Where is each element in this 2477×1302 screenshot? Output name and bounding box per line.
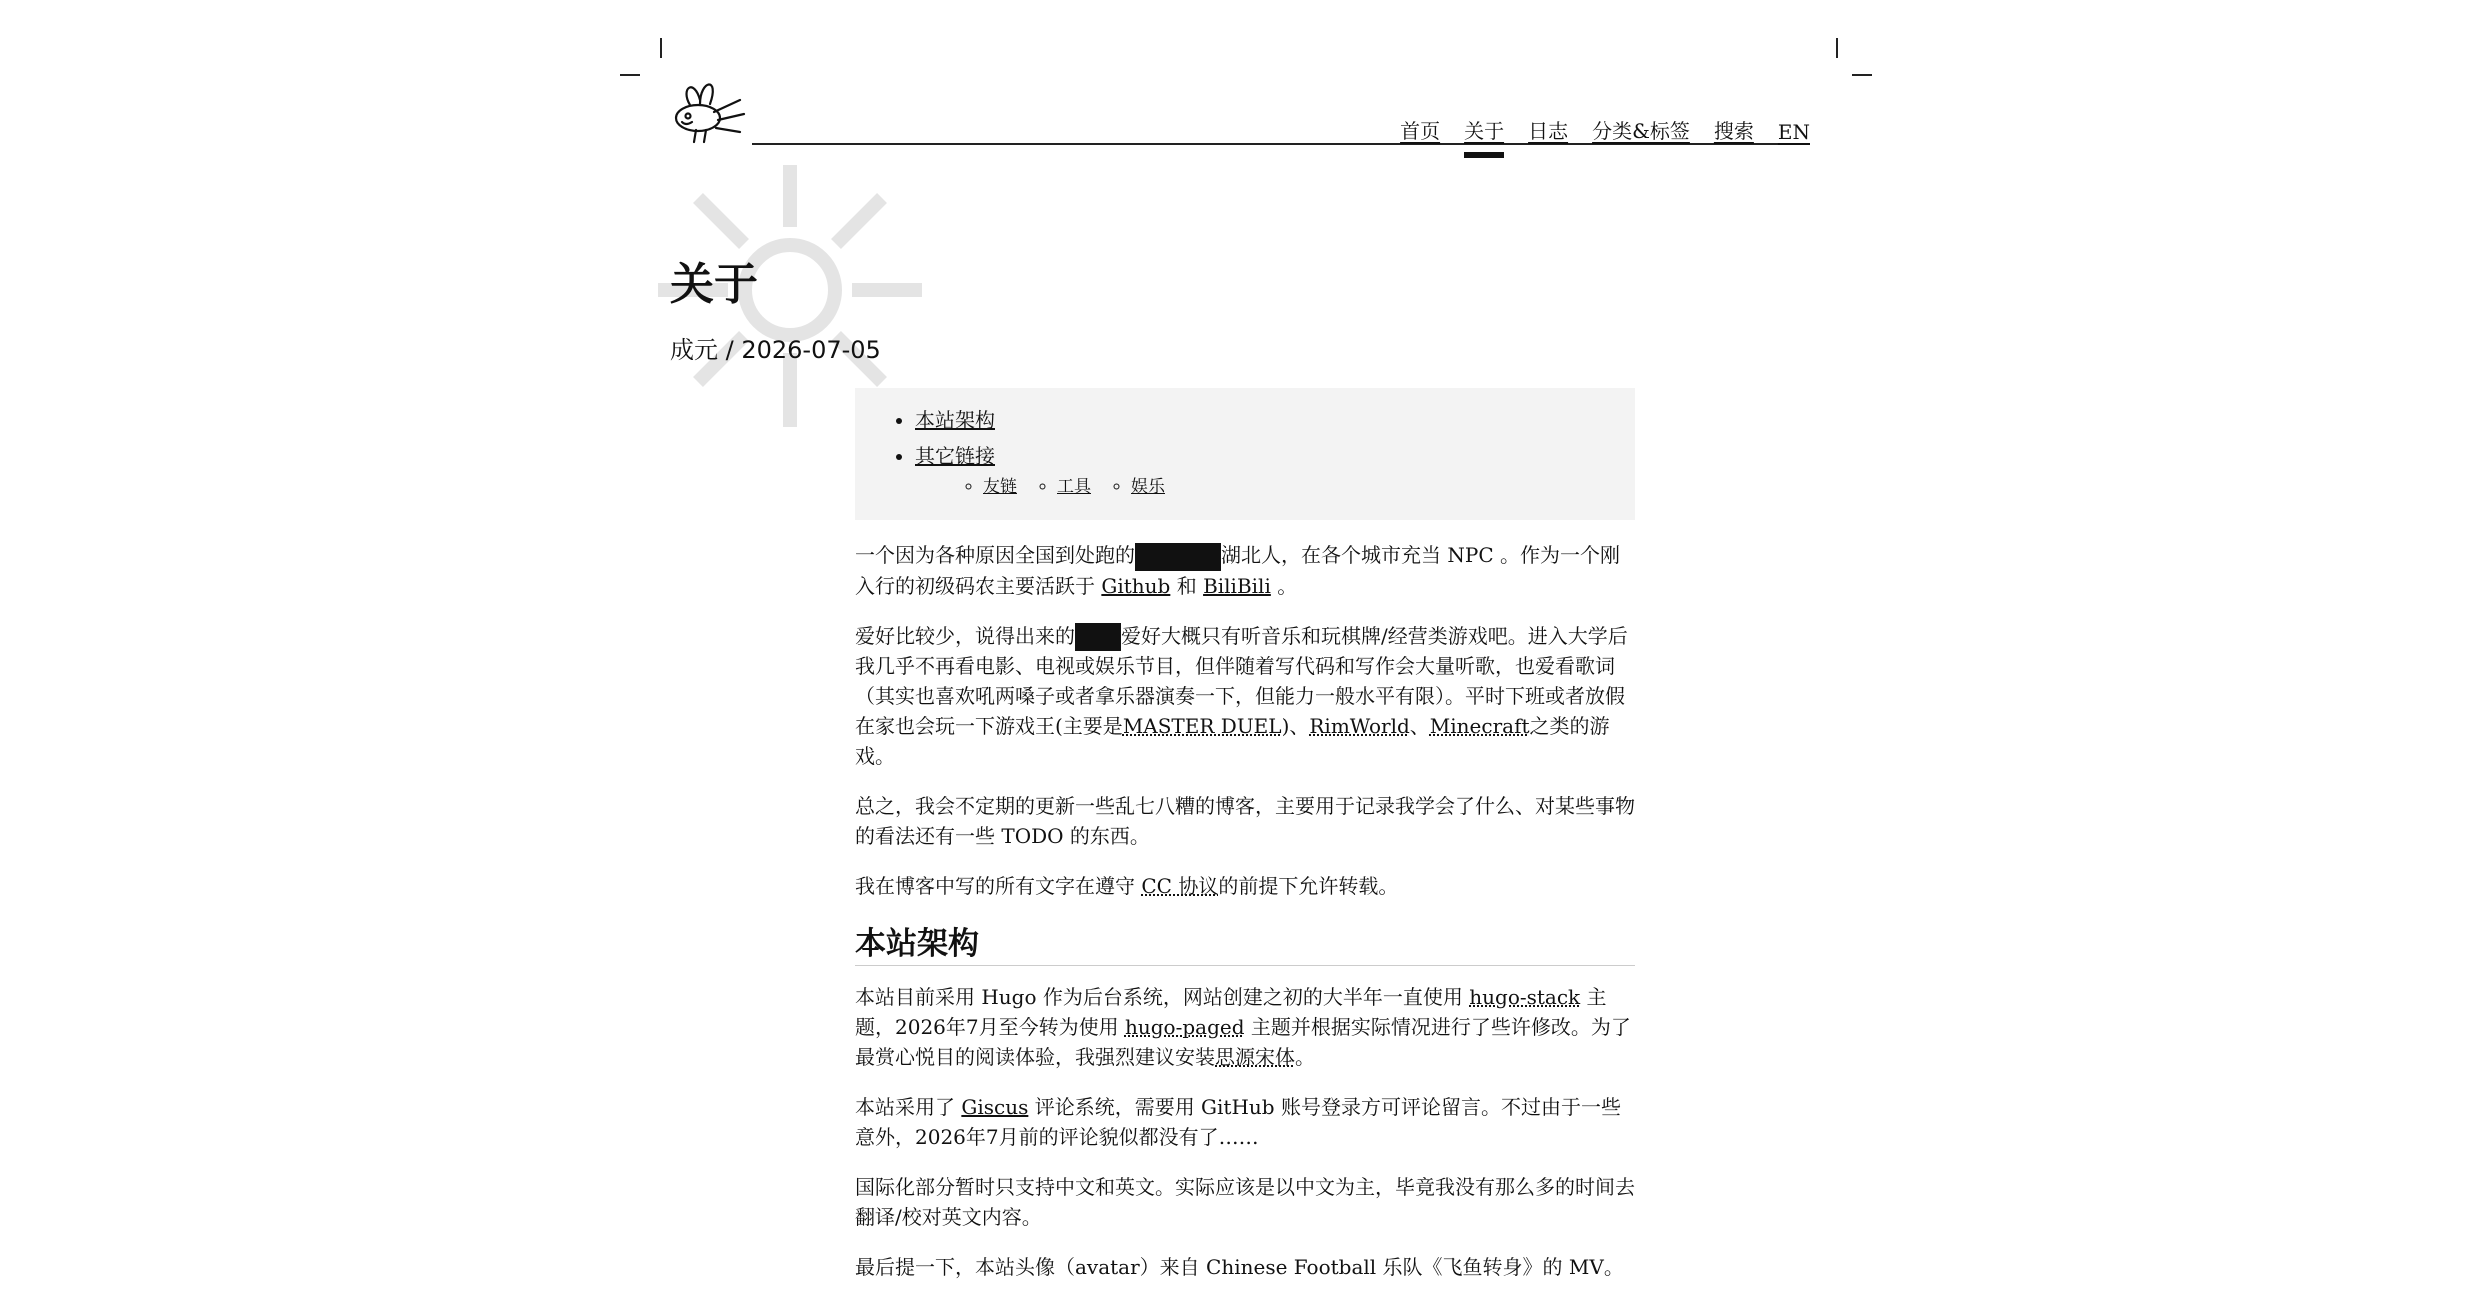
i18n-paragraph: 国际化部分暂时只支持中文和英文。实际应该是以中文为主，毕竟我没有那么多的时间去翻译/校对英文内容。 bbox=[855, 1175, 1635, 1229]
rimworld-link[interactable]: RimWorld bbox=[1309, 714, 1410, 738]
text: 和 bbox=[1170, 573, 1204, 598]
text: 我在博客中写的所有文字在遵守 bbox=[855, 874, 1142, 898]
toc-link-architecture[interactable]: 本站架构 bbox=[915, 408, 995, 432]
text: 主题并根据实际情况进行了些许修改。为了最赏心悦目的阅读体验，我强烈建议安装 bbox=[855, 1015, 1631, 1069]
bilibili-link[interactable]: BiliBili bbox=[1203, 573, 1271, 598]
nav-categories-tags[interactable]: 分类&标签 bbox=[1592, 119, 1690, 143]
github-link[interactable]: Github bbox=[1101, 573, 1171, 598]
comments-paragraph bbox=[855, 1092, 1635, 1152]
nav-about[interactable]: 关于 bbox=[1464, 115, 1504, 148]
text: 一个因为各种原因全国到处跑的 bbox=[855, 543, 1135, 567]
nav-language-en[interactable]: EN bbox=[1777, 120, 1810, 144]
intro-paragraph bbox=[855, 540, 1635, 601]
minecraft-link[interactable]: Minecraft bbox=[1429, 714, 1530, 738]
toc-item bbox=[915, 402, 1615, 438]
text: 、 bbox=[1409, 714, 1430, 738]
article-content bbox=[855, 388, 1635, 1302]
toc-link-entertainment[interactable]: 娱乐 bbox=[1131, 477, 1165, 497]
text: 评论系统，需要用 GitHub 账号登录方可评论留言。不过由于一些意外，2026年7月前的评论貌似都没有了…… bbox=[855, 1095, 1621, 1149]
toc-link-friends[interactable]: 友链 bbox=[983, 477, 1017, 497]
toc-subitem bbox=[983, 472, 1017, 502]
text: 本站目前采用 Hugo 作为后台系统，网站创建之初的大半年一直使用 bbox=[855, 985, 1470, 1009]
toc-link-other-links[interactable]: 其它链接 bbox=[915, 444, 995, 468]
text: 湖北人，在各个城市充当 NPC 。作为一个刚入行的初级码农主要活跃于 bbox=[855, 543, 1620, 598]
crop-mark bbox=[660, 38, 662, 58]
toc-subitem bbox=[1057, 472, 1091, 502]
text: )、 bbox=[1281, 714, 1310, 738]
text: 主题，2026年7月至今转为使用 bbox=[855, 985, 1607, 1039]
text: 。 bbox=[1270, 573, 1298, 598]
crop-mark bbox=[620, 74, 640, 76]
text: 本站采用了 bbox=[855, 1095, 962, 1119]
avatar-paragraph: 最后提一下，本站头像（avatar）来自 Chinese Football 乐队《飞鱼转身》的 MV。 bbox=[855, 1255, 1624, 1279]
section-heading-architecture: 本站架构 bbox=[855, 929, 1635, 966]
table-of-contents bbox=[855, 388, 1635, 520]
nav-posts[interactable]: 日志 bbox=[1528, 119, 1569, 143]
hugo-paged-link[interactable]: hugo-paged bbox=[1124, 1015, 1245, 1039]
toc-item bbox=[915, 438, 1615, 502]
main-nav bbox=[1400, 115, 1810, 148]
hugo-stack-link[interactable]: hugo-stack bbox=[1469, 985, 1581, 1009]
redacted-block bbox=[1075, 623, 1121, 651]
text: 爱好大概只有听音乐和玩棋牌/经营类游戏吧。进入大学后我几乎不再看电影、电视或娱乐节目，但伴随着写代码和写作会大量听歌，也爱看歌词（其实也喜欢吼两嗓子或者拿乐器演奏一下，但能力一般水平有限）。平时下班或者放假在家也会玩一下游戏王(主要是 bbox=[855, 623, 1628, 738]
page-title: 关于 bbox=[670, 259, 758, 310]
redacted-block bbox=[1135, 543, 1221, 571]
architecture-paragraph bbox=[855, 982, 1635, 1072]
nav-home[interactable]: 首页 bbox=[1400, 119, 1441, 143]
text: 的前提下允许转载。 bbox=[1218, 874, 1399, 898]
text: 。 bbox=[1295, 1045, 1315, 1069]
master-duel-link[interactable]: MASTER DUEL bbox=[1122, 714, 1282, 738]
text: 爱好比较少，说得出来的 bbox=[855, 623, 1075, 648]
crop-mark bbox=[1852, 74, 1872, 76]
hobbies-paragraph bbox=[855, 621, 1635, 772]
toc-subitem bbox=[1131, 472, 1165, 502]
site-logo-icon[interactable] bbox=[670, 70, 750, 150]
summary-paragraph: 总之，我会不定期的更新一些乱七八糟的博客，主要用于记录我学会了什么、对某些事物的看法还有一些 TODO 的东西。 bbox=[855, 794, 1635, 848]
nav-search[interactable]: 搜索 bbox=[1713, 119, 1754, 143]
cc-license-link[interactable]: CC 协议 bbox=[1141, 874, 1219, 898]
license-paragraph bbox=[855, 871, 1635, 901]
text: 之类的游戏。 bbox=[855, 714, 1610, 768]
siyuan-font-link[interactable]: 思源宋体 bbox=[1215, 1045, 1295, 1069]
post-meta: 成元 / 2026-07-05 bbox=[670, 336, 881, 364]
giscus-link[interactable]: Giscus bbox=[961, 1095, 1029, 1119]
toc-link-tools[interactable]: 工具 bbox=[1057, 477, 1091, 497]
crop-mark bbox=[1836, 38, 1838, 58]
